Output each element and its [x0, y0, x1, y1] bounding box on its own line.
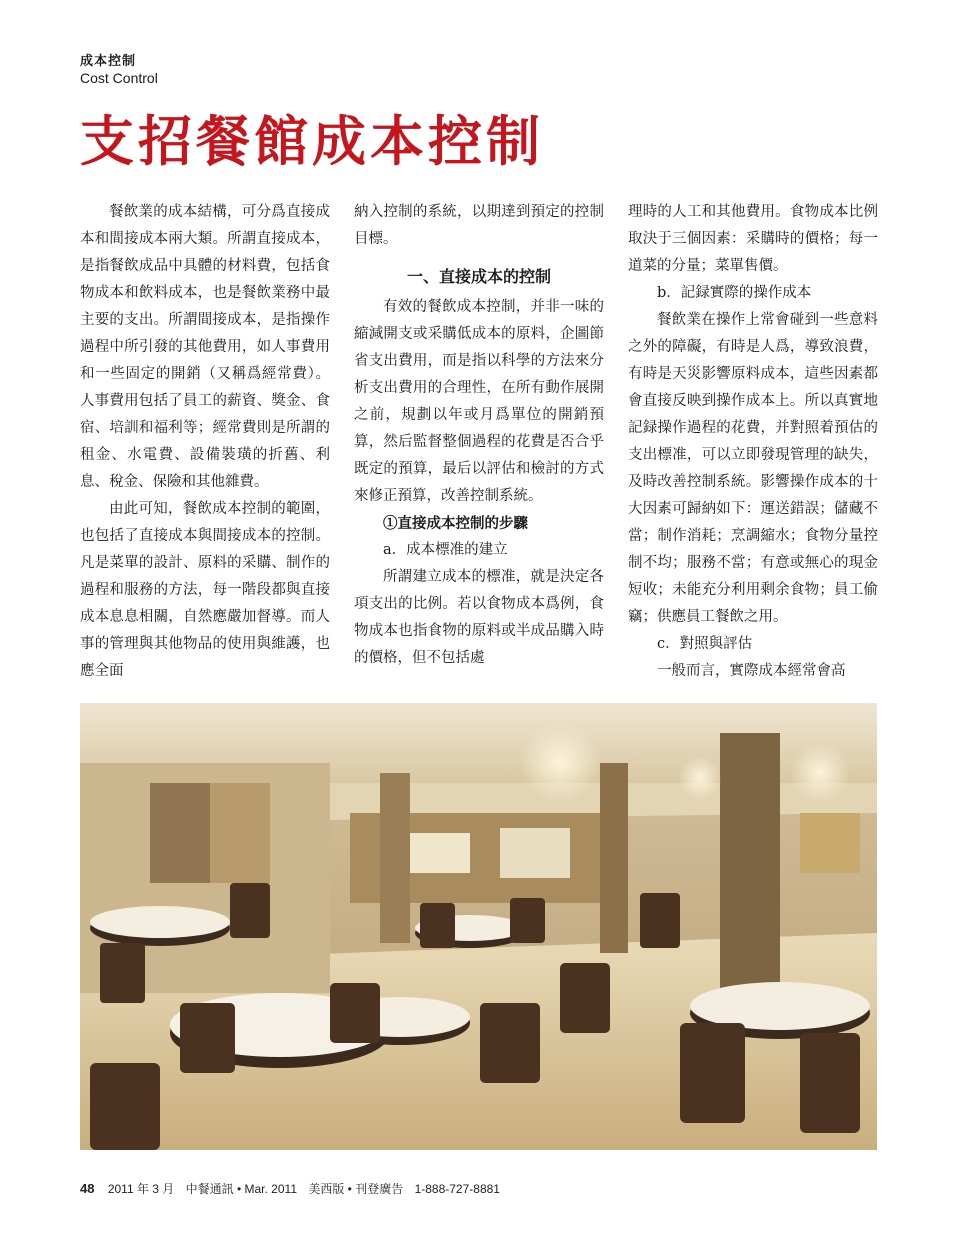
publication-name: 中餐通訊 • Mar. 2011 — [185, 1182, 297, 1196]
text-column-2 — [354, 199, 604, 672]
text-column-3 — [628, 199, 878, 685]
section-heading: 一、直接成本的控制 — [406, 267, 551, 286]
article-title: 支招餐館成本控制 — [80, 109, 544, 173]
edition-label: 美西版 • 刊登廣告 — [308, 1182, 404, 1196]
section-label-en: Cost Control — [80, 70, 158, 86]
page-number: 48 — [80, 1181, 95, 1196]
section-label-zh: 成本控制 — [80, 54, 137, 69]
paragraph: 所謂建立成本的標准，就是決定各項支出的比例。若以食物成本爲例，食物成本也指食物的原料或半成品購入時的價格，但不包括處 — [354, 569, 604, 666]
issue-date: 2011 年 3 月 — [107, 1182, 175, 1196]
paragraph: 由此可知，餐飲成本控制的範圍，也包括了直接成本與間接成本的控制。凡是菜單的設計、原料的采購、制作的過程和服務的方法，每一階段都與直接成本息息相關，自然應嚴加督導。而人事的管理與其他物品的使用與維護，也應全面 — [80, 501, 330, 679]
paragraph: 納入控制的系統，以期達到預定的控制目標。 — [354, 204, 604, 247]
step-heading: ①直接成本控制的步驟 — [383, 515, 528, 532]
page-footer — [80, 1180, 508, 1197]
paragraph: 理時的人工和其他費用。食物成本比例取決于三個因素：采購時的價格；每一道菜的分量；菜單售價。 — [628, 204, 878, 274]
sub-heading: a．成本標准的建立 — [383, 542, 508, 558]
sub-heading: c．對照與評估 — [657, 636, 753, 652]
restaurant-dining-room-photo — [80, 703, 877, 1150]
paragraph: 有效的餐飲成本控制，并非一味的縮減開支或采購低成本的原料，企圖節省支出費用，而是指以科學的方法來分析支出費用的合理性，在所有動作展開之前，規劃以年或月爲單位的開銷預算，然后監督整個過程的花費是否合乎既定的預算，最后以評估和檢討的方式來修正預算，改善控制系統。 — [354, 299, 604, 504]
paragraph: 一般而言，實際成本經常會高 — [657, 663, 846, 679]
paragraph: 餐飲業在操作上常會碰到一些意料之外的障礙，有時是人爲，導致浪費，有時是天災影響原料成本，這些因素都會直接反映到操作成本上。所以真實地記録操作過程的花費，并對照着預估的支出標准，可以立即發現管理的缺失，及時改善控制系統。影響操作成本的十大因素可歸納如下：運送錯誤；儲藏不當；制作消耗；烹調縮水；食物分量控制不均；服務不當；有意或無心的現金短收；未能充分利用剩余食物；員工偷竊；供應員工餐飲之用。 — [628, 312, 878, 625]
phone-number: 1-888-727-8881 — [414, 1182, 500, 1196]
paragraph: 餐飲業的成本結構，可分爲直接成本和間接成本兩大類。所謂直接成本，是指餐飲成品中具體的材料費，包括食物成本和飲料成本，也是餐飲業務中最主要的支出。所謂間接成本，是指操作過程中所引發的其他費用，如人事費用和一些固定的開銷（又稱爲經常費）。人事費用包括了員工的薪資、獎金、食宿、培訓和福利等；經常費則是所謂的租金、水電費、設備裝璜的折舊、利息、稅金、保險和其他雜費。 — [80, 204, 330, 490]
text-column-1 — [80, 199, 330, 685]
sub-heading: b．記録實際的操作成本 — [657, 285, 812, 301]
